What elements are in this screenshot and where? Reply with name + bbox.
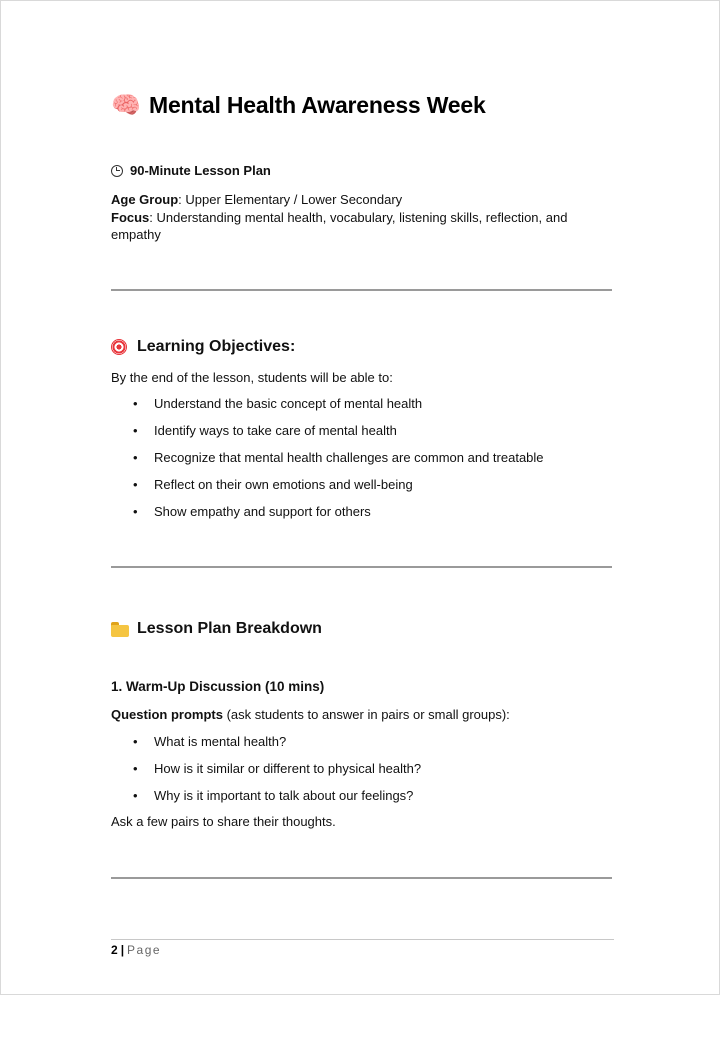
prompts-line — [111, 707, 510, 722]
list-item: • Why is it important to talk about our feelings? — [111, 788, 421, 815]
divider — [111, 289, 612, 291]
page-title: Mental Health Awareness Week — [149, 92, 486, 118]
list-item: • Understand the basic concept of mental health — [111, 396, 544, 423]
list-item: • What is mental health? — [111, 734, 421, 761]
divider — [111, 566, 612, 568]
closing-note: Ask a few pairs to share their thoughts. — [111, 814, 336, 829]
prompts-note: (ask students to answer in pairs or small groups): — [222, 707, 510, 722]
focus-label: Focus — [111, 209, 150, 225]
footer-divider — [111, 939, 614, 940]
list-item: • Show empathy and support for others — [111, 504, 544, 531]
focus-value: : Understanding mental health, vocabulary, listening skills, reflection, and empathy — [111, 209, 568, 242]
objectives-heading — [111, 338, 295, 356]
page-number: 2 — [111, 943, 118, 957]
objectives-heading-text: Learning Objectives: — [137, 338, 296, 355]
folder-icon — [111, 622, 129, 637]
list-item: • Identify ways to take care of mental health — [111, 423, 544, 450]
page-label: Page — [127, 943, 162, 957]
breakdown-heading — [111, 620, 322, 638]
objectives-list — [111, 396, 544, 531]
target-icon — [111, 339, 127, 355]
list-item: • Reflect on their own emotions and well-being — [111, 477, 544, 504]
duration-label: 90-Minute Lesson Plan — [130, 163, 271, 178]
prompts-label: Question prompts — [111, 707, 223, 722]
duration-heading — [111, 163, 271, 178]
section-title: 1. Warm-Up Discussion (10 mins) — [111, 679, 325, 694]
breakdown-heading-text: Lesson Plan Breakdown — [137, 620, 322, 637]
footer-separator: | — [120, 943, 125, 957]
brain-icon: 🧠 — [111, 92, 141, 119]
title-row — [111, 91, 486, 120]
age-group-value: : Upper Elementary / Lower Secondary — [178, 192, 403, 207]
list-item: • How is it similar or different to physical health? — [111, 761, 421, 788]
age-group-line — [111, 191, 591, 209]
focus-line — [111, 209, 591, 244]
lesson-meta — [111, 191, 591, 244]
list-item: • Recognize that mental health challenges are common and treatable — [111, 450, 544, 477]
age-group-label: Age Group — [111, 192, 179, 207]
clock-icon — [111, 165, 123, 177]
divider — [111, 877, 612, 879]
objectives-intro: By the end of the lesson, students will be able to: — [111, 370, 393, 385]
page-footer — [111, 943, 161, 957]
questions-list — [111, 734, 421, 815]
